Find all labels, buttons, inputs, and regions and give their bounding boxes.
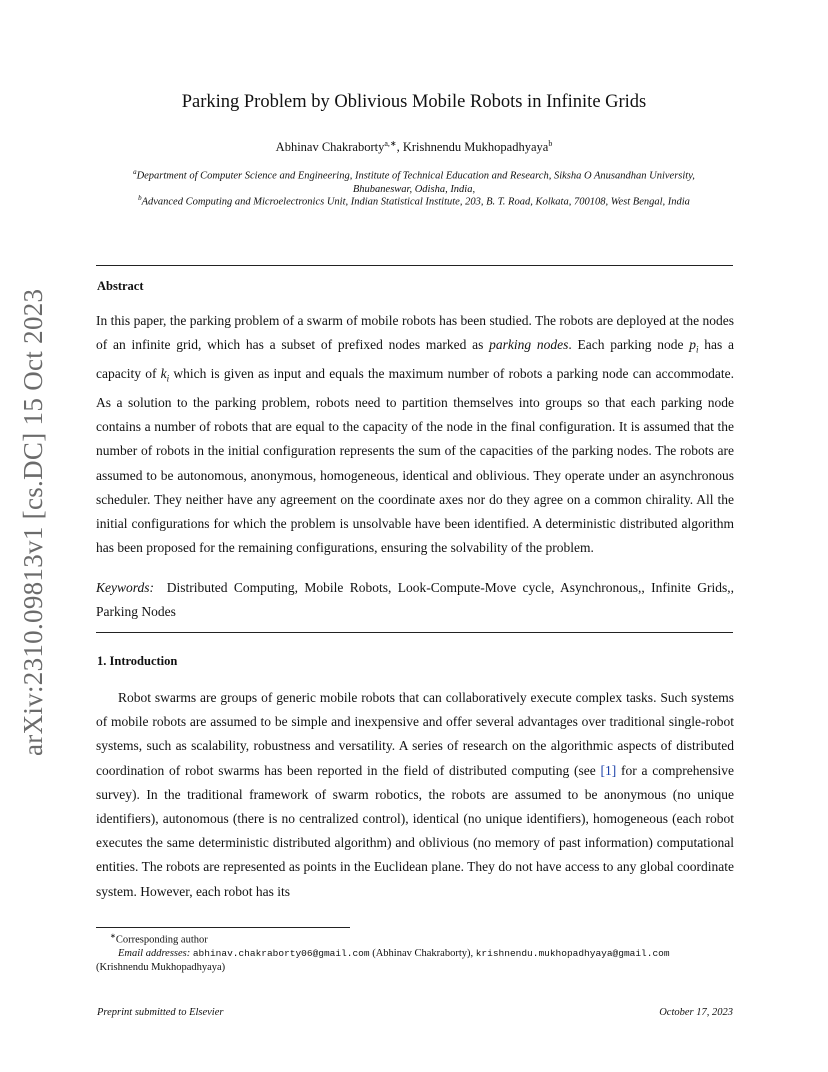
footer-date: October 17, 2023	[659, 1007, 733, 1018]
abstract-heading: Abstract	[97, 279, 144, 293]
abstract-part: In this paper, the parking problem of a swarm of mobile robots has been studied. The robots are deployed at the nodes of an infinite grid, which has a subset of prefixed nodes marked as	[96, 313, 734, 353]
keywords-label: Keywords:	[96, 580, 154, 595]
abstract-emphasis: parking nodes	[489, 337, 569, 353]
math-variable: p	[689, 337, 696, 353]
intro-part: Robot swarms are groups of generic mobile robots that can collaboratively execute complex tasks. Such systems of mobile robots are assumed to be simple and inexpensive and offer several advantages over traditional single-robot systems, such as scalability, robustness and versatility. A series of research on the algorithmic aspects of distributed coordination of robot swarms has been reported in the field of distributed computing (see	[96, 690, 734, 778]
abstract-text	[96, 309, 734, 560]
arxiv-stamp: arXiv:2310.09813v1 [cs.DC] 15 Oct 2023	[18, 288, 48, 756]
corresponding-author-note	[96, 930, 736, 947]
introduction-text	[96, 686, 734, 904]
author-separator: ,	[396, 140, 403, 155]
citation-link[interactable]: [1]	[600, 762, 617, 778]
preprint-note: Preprint submitted to Elsevier	[97, 1007, 224, 1018]
abstract-part: has a capacity of	[96, 337, 734, 382]
abstract-part: . Each parking node	[568, 337, 690, 353]
email-note	[96, 947, 736, 961]
paper-title: Parking Problem by Oblivious Mobile Robots in Infinite Grids	[181, 92, 647, 112]
author-name: Abhinav Chakraborty	[275, 140, 385, 155]
abstract-part: which is given as input and equals the maximum number of robots a parking node can accommodate. As a solution to the parking problem, robots need to partition themselves into groups so that each parking node contains a number of robots that are equal to the capacity of the node in the final configuration. It is assumed that the number of robots in the initial configuration represents the sum of the capacities of the parking nodes. The robots are assumed to be autonomous, anonymous, homogeneous, identical and oblivious. They operate under an asynchronous scheduler. They neither have any agreement on the coordinate axes nor do they agree on a common chirality. All the initial configurations for which the problem is unsolvable have been identified. A deterministic distributed algorithm has been proposed for the remaining configurations, ensuring the solvability of the problem.	[96, 366, 734, 556]
footnote-mark: ∗	[110, 932, 116, 940]
footnote-text: Corresponding author	[115, 934, 208, 946]
math-variable: k	[160, 366, 167, 382]
abstract-bottom-rule	[96, 632, 733, 633]
affiliation-mark: b	[138, 194, 142, 202]
keywords-text: Distributed Computing, Mobile Robots, Look-Compute-Move cycle, Asynchronous,, Infinite Grids,, Parking Nodes	[96, 580, 734, 620]
section-heading: 1. Introduction	[97, 654, 178, 668]
keywords	[96, 576, 734, 624]
abstract-top-rule	[96, 265, 733, 266]
affiliation-mark: a	[133, 168, 137, 176]
email-link[interactable]: abhinav.chakraborty06@gmail.com	[192, 948, 370, 959]
footnote-rule	[96, 927, 350, 928]
math-subscript: i	[695, 344, 699, 355]
math-subscript: i	[166, 373, 170, 384]
email-owner: (Abhinav Chakraborty),	[372, 948, 474, 959]
email-owner-line	[96, 961, 736, 975]
affiliation-text: Department of Computer Science and Engineering, Institute of Technical Education and Research, Siksha O Anusandhan University, Bhubaneswar, Odisha, India,	[136, 170, 695, 195]
author-marks: a,∗	[384, 139, 397, 148]
email-owner: (Krishnendu Mukhopadhyaya)	[96, 961, 226, 973]
affiliation-text: Advanced Computing and Microelectronics Unit, Indian Statistical Institute, 203, B. T. Road, Kolkata, 700108, West Bengal, India	[141, 196, 690, 208]
affiliation-b	[104, 192, 724, 209]
email-label: Email addresses:	[118, 948, 191, 959]
author-name: Krishnendu Mukhopadhyaya	[402, 140, 549, 155]
footnotes	[96, 930, 736, 974]
author-line	[0, 139, 828, 155]
intro-part: for a comprehensive survey). In the traditional framework of swarm robotics, the robots are assumed to be anonymous (no unique identifiers), autonomous (there is no centralized control), identical (no unique identifiers), homogeneous (each robot executes the same deterministic distributed algorithm) and oblivious (no memory of past information) computational entities. The robots are represented as points in the Euclidean plane. They do not have access to any global coordinate system. However, each robot has its	[96, 762, 734, 899]
email-link[interactable]: krishnendu.mukhopadhyaya@gmail.com	[475, 948, 670, 959]
author-marks: b	[548, 139, 553, 148]
